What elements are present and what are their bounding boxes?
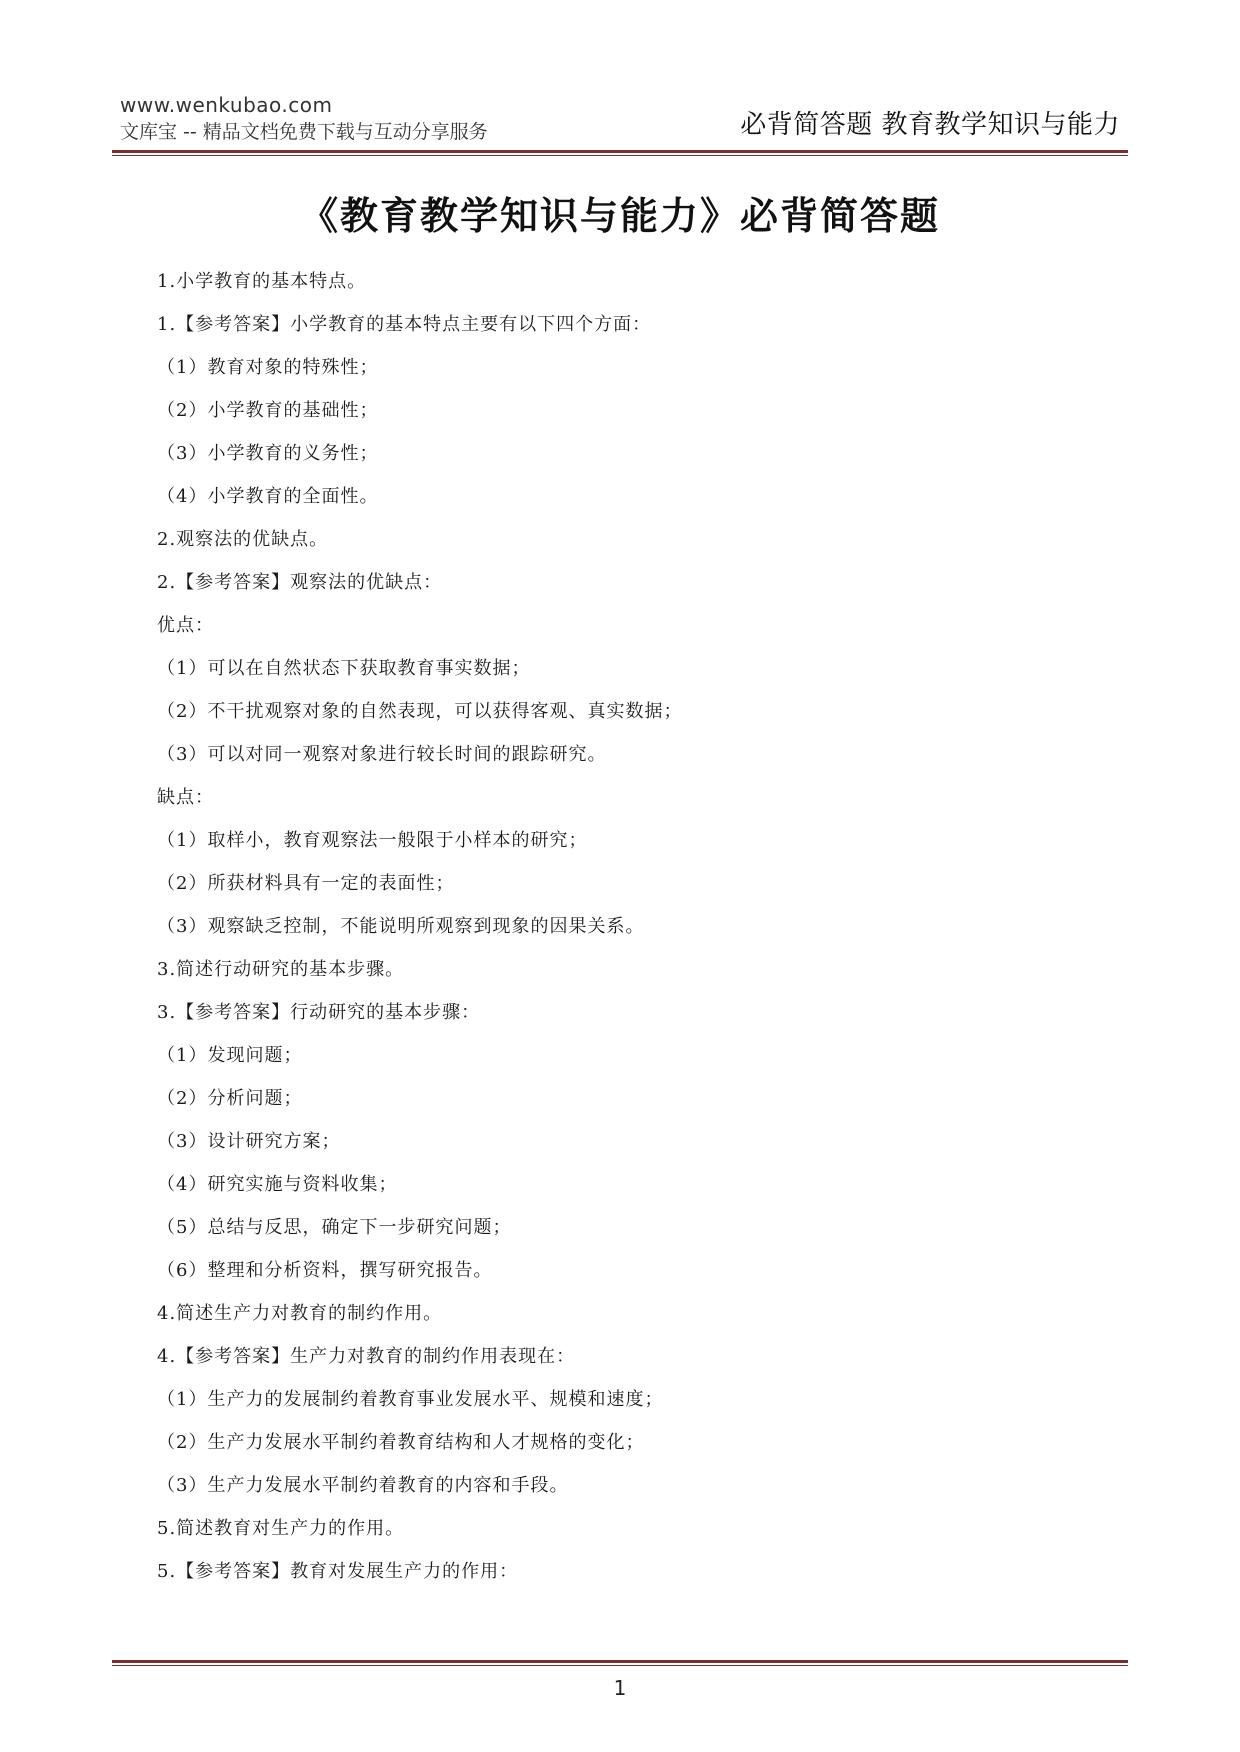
answer-item: （2）不干扰观察对象的自然表现，可以获得客观、真实数据； [157, 701, 683, 722]
footer-divider [112, 1660, 1128, 1666]
answer-item: （3）观察缺乏控制，不能说明所观察到现象的因果关系。 [157, 916, 645, 937]
answer-item: （5）总结与反思，确定下一步研究问题； [157, 1217, 512, 1238]
answer-line: 4.【参考答案】生产力对教育的制约作用表现在： [157, 1346, 576, 1367]
question-line: 3.简述行动研究的基本步骤。 [157, 959, 405, 980]
question-line: 4.简述生产力对教育的制约作用。 [157, 1303, 443, 1324]
answer-item: （2）所获材料具有一定的表面性； [157, 873, 455, 894]
site-url: www.wenkubao.com [120, 93, 333, 117]
question-line: 2.观察法的优缺点。 [157, 529, 329, 550]
sub-heading: 优点： [157, 615, 214, 636]
answer-item: （6）整理和分析资料，撰写研究报告。 [157, 1260, 493, 1281]
question-line: 5.简述教育对生产力的作用。 [157, 1518, 405, 1539]
site-tagline: 文库宝 -- 精品文档免费下载与互动分享服务 [120, 121, 488, 143]
answer-item: （4）研究实施与资料收集； [157, 1174, 398, 1195]
document-label: 必背简答题 教育教学知识与能力 [740, 110, 1120, 140]
answer-item: （1）可以在自然状态下获取教育事实数据； [157, 658, 531, 679]
answer-line: 3.【参考答案】行动研究的基本步骤： [157, 1002, 481, 1023]
answer-line: 2.【参考答案】观察法的优缺点： [157, 572, 443, 593]
page-header [112, 88, 1128, 158]
answer-item: （3）生产力发展水平制约着教育的内容和手段。 [157, 1475, 569, 1496]
answer-item: （1）发现问题； [157, 1045, 303, 1066]
answer-item: （1）教育对象的特殊性； [157, 357, 379, 378]
sub-heading: 缺点： [157, 787, 214, 808]
answer-item: （1）生产力的发展制约着教育事业发展水平、规模和速度； [157, 1389, 664, 1410]
page-number: 1 [613, 1676, 627, 1700]
header-divider [112, 150, 1128, 156]
answer-line: 1.【参考答案】小学教育的基本特点主要有以下四个方面： [157, 314, 652, 335]
question-line: 1.小学教育的基本特点。 [157, 271, 367, 292]
answer-item: （2）小学教育的基础性； [157, 400, 379, 421]
document-title: 《教育教学知识与能力》必背简答题 [299, 193, 940, 238]
document-body [157, 260, 1100, 1593]
answer-item: （3）可以对同一观察对象进行较长时间的跟踪研究。 [157, 744, 607, 765]
answer-line: 5.【参考答案】教育对发展生产力的作用： [157, 1561, 519, 1582]
site-info [120, 92, 488, 146]
answer-item: （3）设计研究方案； [157, 1131, 341, 1152]
answer-item: （1）取样小，教育观察法一般限于小样本的研究； [157, 830, 588, 851]
answer-item: （3）小学教育的义务性； [157, 443, 379, 464]
answer-item: （2）生产力发展水平制约着教育结构和人才规格的变化； [157, 1432, 645, 1453]
answer-item: （4）小学教育的全面性。 [157, 486, 379, 507]
answer-item: （2）分析问题； [157, 1088, 303, 1109]
